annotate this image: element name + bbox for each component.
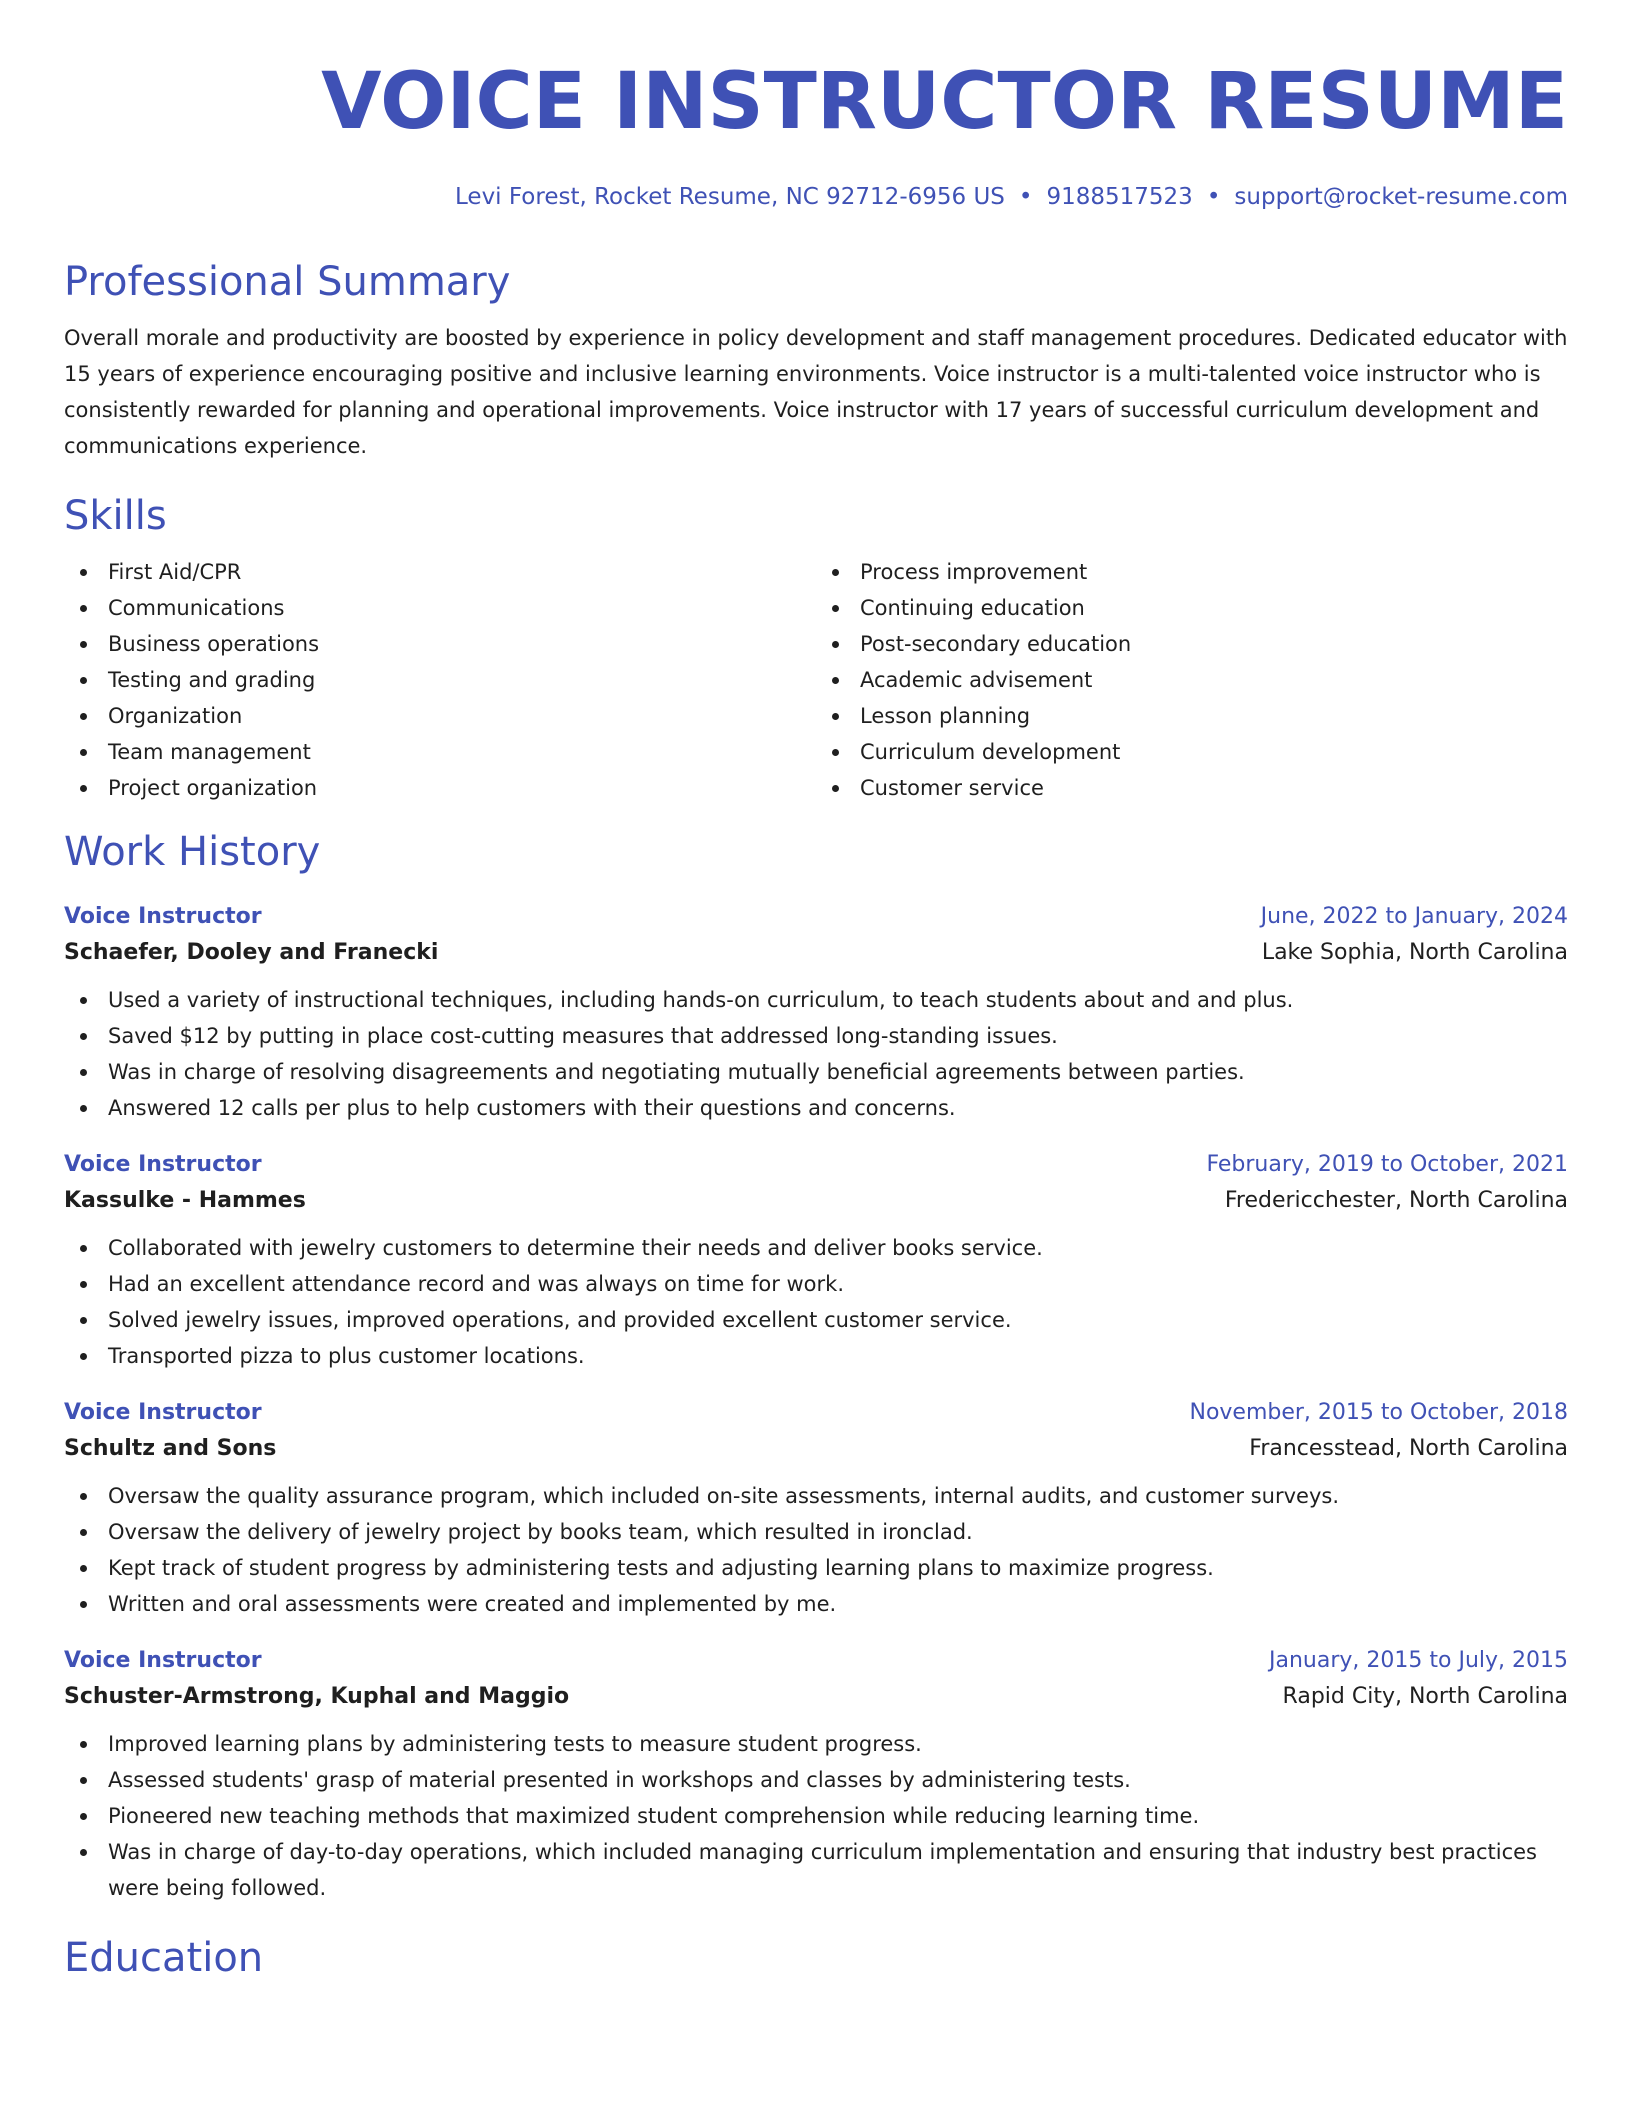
- job-dates: November, 2015 to October, 2018: [1189, 1400, 1568, 1425]
- job-bullet: Assessed students' grasp of material presented in workshops and classes by administering tests.: [64, 1762, 1568, 1798]
- job-header-row: [64, 1396, 1568, 1430]
- job-company-row: [64, 1182, 1568, 1220]
- job-location: Lake Sophia, North Carolina: [1261, 940, 1568, 965]
- contact-address: Levi Forest, Rocket Resume, NC 92712-6956 US: [455, 184, 1005, 210]
- skill-item: Communications: [64, 590, 816, 626]
- skills-heading: Skills: [64, 493, 167, 539]
- skill-item: Project organization: [64, 770, 816, 806]
- job-company: Kassulke - Hammes: [64, 1188, 306, 1213]
- skills-column-right: [816, 554, 1568, 806]
- job-title: Voice Instructor: [64, 1152, 262, 1177]
- skill-item: Curriculum development: [816, 734, 1568, 770]
- contact-phone: 9188517523: [1046, 184, 1193, 210]
- skill-item: Team management: [64, 734, 816, 770]
- job-company-row: [64, 934, 1568, 972]
- job-bullet: Was in charge of day-to-day operations, which included managing curriculum implementation and ensuring that industry best practices were being followed.: [64, 1834, 1568, 1906]
- job-bullet: Transported pizza to plus customer locations.: [64, 1338, 1568, 1374]
- job-dates: June, 2022 to January, 2024: [1260, 904, 1568, 929]
- summary-heading: Professional Summary: [64, 259, 511, 305]
- job-bullet: Solved jewelry issues, improved operations, and provided excellent customer service.: [64, 1302, 1568, 1338]
- job-title: Voice Instructor: [64, 904, 262, 929]
- skill-item: Testing and grading: [64, 662, 816, 698]
- job-bullets: [64, 1726, 1568, 1906]
- job-bullet: Used a variety of instructional techniques, including hands-on curriculum, to teach students about and and plus.: [64, 982, 1568, 1018]
- job-dates: January, 2015 to July, 2015: [1269, 1648, 1568, 1673]
- job-bullet: Was in charge of resolving disagreements and negotiating mutually beneficial agreements between parties.: [64, 1054, 1568, 1090]
- job-company: Schaefer, Dooley and Franecki: [64, 940, 439, 965]
- work-history-heading: Work History: [64, 829, 321, 875]
- skill-item: Continuing education: [816, 590, 1568, 626]
- summary-text: Overall morale and productivity are boosted by experience in policy development and staff management procedures. Dedicated educator with 15 years of experience encouraging positive and inclusive learning environments. Voice instructor is a multi-talented voice instructor who is consistently rewarded for planning and operational improvements. Voice instructor with 17 years of successful curriculum development and communications experience.: [64, 326, 1568, 458]
- job-bullet: Had an excellent attendance record and was always on time for work.: [64, 1266, 1568, 1302]
- contact-separator: •: [1206, 184, 1221, 210]
- job-bullet: Written and oral assessments were created and implemented by me.: [64, 1586, 1568, 1622]
- job-title: Voice Instructor: [64, 1648, 262, 1673]
- skill-item: First Aid/CPR: [64, 554, 816, 590]
- skill-item: Lesson planning: [816, 698, 1568, 734]
- job-dates: February, 2019 to October, 2021: [1206, 1152, 1568, 1177]
- skill-item: Post-secondary education: [816, 626, 1568, 662]
- job-bullet: Answered 12 calls per plus to help customers with their questions and concerns.: [64, 1090, 1568, 1126]
- job-bullet: Saved $12 by putting in place cost-cutting measures that addressed long-standing issues.: [64, 1018, 1568, 1054]
- job-bullet: Kept track of student progress by administering tests and adjusting learning plans to maximize progress.: [64, 1550, 1568, 1586]
- job-location: Rapid City, North Carolina: [1282, 1684, 1568, 1709]
- job-company-row: [64, 1430, 1568, 1468]
- job-header-row: [64, 1148, 1568, 1182]
- job-bullet: Pioneered new teaching methods that maximized student comprehension while reducing learning time.: [64, 1798, 1568, 1834]
- skill-item: Process improvement: [816, 554, 1568, 590]
- job-bullet: Oversaw the delivery of jewelry project by books team, which resulted in ironclad.: [64, 1514, 1568, 1550]
- skill-item: Customer service: [816, 770, 1568, 806]
- skill-item: Academic advisement: [816, 662, 1568, 698]
- job-bullets: [64, 1478, 1568, 1622]
- skill-item: Organization: [64, 698, 816, 734]
- job-header-row: [64, 1644, 1568, 1678]
- job-location: Francesstead, North Carolina: [1249, 1436, 1568, 1461]
- job-title: Voice Instructor: [64, 1400, 262, 1425]
- education-heading: Education: [64, 1935, 264, 1981]
- skills-list: [64, 554, 1568, 806]
- job-entry: [64, 1644, 1568, 1906]
- job-bullet: Oversaw the quality assurance program, which included on-site assessments, internal audits, and customer surveys.: [64, 1478, 1568, 1514]
- skills-column-left: [64, 554, 816, 806]
- job-location: Fredericchester, North Carolina: [1224, 1188, 1568, 1213]
- job-bullet: Improved learning plans by administering tests to measure student progress.: [64, 1726, 1568, 1762]
- skill-item: Business operations: [64, 626, 816, 662]
- job-company: Schuster-Armstrong, Kuphal and Maggio: [64, 1684, 570, 1709]
- job-entry: [64, 1148, 1568, 1374]
- job-bullet: Collaborated with jewelry customers to determine their needs and deliver books service.: [64, 1230, 1568, 1266]
- job-entry: [64, 900, 1568, 1126]
- job-bullets: [64, 982, 1568, 1126]
- job-company: Schultz and Sons: [64, 1436, 277, 1461]
- job-bullets: [64, 1230, 1568, 1374]
- resume-title: VOICE INSTRUCTOR RESUME: [321, 57, 1568, 147]
- job-entry: [64, 1396, 1568, 1622]
- contact-email: support@rocket-resume.com: [1234, 184, 1568, 210]
- job-company-row: [64, 1678, 1568, 1716]
- job-header-row: [64, 900, 1568, 934]
- contact-line: [64, 182, 1568, 212]
- contact-separator: •: [1018, 184, 1033, 210]
